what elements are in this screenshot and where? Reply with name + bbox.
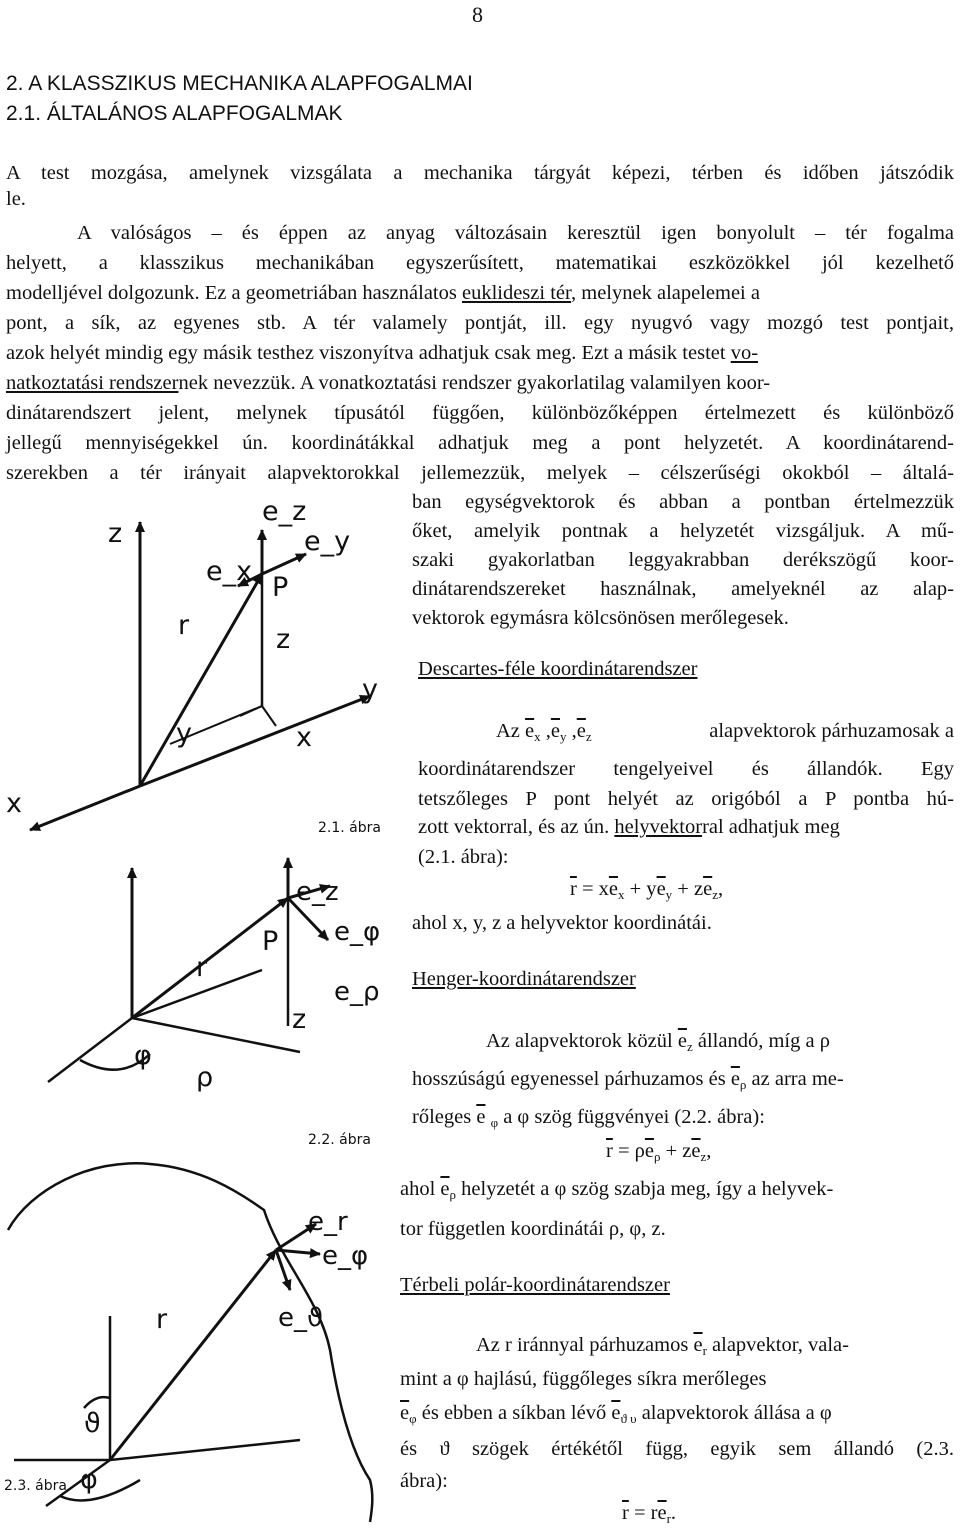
fig3-label: e_r xyxy=(308,1207,348,1237)
fig3-caption: 2.3. ábra xyxy=(4,1478,67,1494)
formula-descartes: $\overline{r} = x\overline{e}_x + y\overline{e}_y + z\overline{e}_z$, xyxy=(570,878,724,902)
fig2-label: e_z xyxy=(296,877,339,907)
term-vonatkoztatasi-rendszer: natkoztatási rendszer xyxy=(6,372,179,394)
fig2-label: e_φ xyxy=(334,917,381,947)
polar-title: Térbeli polár-koordinátarendszer xyxy=(400,1274,670,1296)
paragraph-line: őket, amelyik pontnak a helyzetét vizsgáljuk. A mű- xyxy=(412,520,954,542)
paragraph-line: tetszőleges P pont helyét az origóból a P pontba hú- xyxy=(418,788,954,810)
paragraph-line: pont, a sík, az egyenes stb. A tér valamely pontját, ill. egy nyugvó vagy mozgó test pontjait, xyxy=(6,312,954,334)
paragraph-line: ban egységvektorok és abban a pontban értelmezzük xyxy=(412,491,954,513)
fig1-label: z xyxy=(108,518,123,549)
position-vector-r xyxy=(132,898,288,1018)
paragraph-line: le. xyxy=(6,188,26,210)
paragraph-line: jellegű mennyiségekkel ún. koordinátákkal adhatjuk meg a pont helyzetét. A koordinátarend- xyxy=(6,432,954,454)
paragraph-line: A valóságos – és éppen az anyag változásain keresztül igen bonyolult – tér fogalma xyxy=(77,222,954,244)
paragraph-line: hosszúságú egyenessel párhuzamos és $\overline{e}_\rho$ az arra me- xyxy=(412,1068,844,1092)
fig1-label: r xyxy=(178,610,190,641)
formula-henger: $\overline{r} = \rho\overline{e}_\rho + z\overline{e}_z$, xyxy=(606,1140,712,1164)
paragraph-line: azok helyét mindig egy másik testhez viszonyítva adhatjuk csak meg. Ezt a másik testet vo- xyxy=(6,342,759,364)
paragraph-line: szaki gyakorlatban leggyakrabban derékszögű koor- xyxy=(412,549,954,571)
fig1-label: P xyxy=(272,572,289,603)
fig2-label: e_ρ xyxy=(334,977,380,1007)
paragraph-line: zott vektorral, és az ún. helyvektorral adhatjuk meg xyxy=(418,816,840,838)
fig3-label: ϑ xyxy=(84,1408,101,1439)
angle-phi-arc xyxy=(60,1480,140,1500)
fig1-label: e_z xyxy=(262,496,307,527)
paragraph-line: Az alapvektorok közül $\overline{e}_z$ állandó, míg a ρ xyxy=(486,1030,830,1054)
fig3-label: e_ϑ xyxy=(278,1303,324,1333)
paragraph-line: szerekben a tér irányait alapvektorokkal jellemezzük, melyek – célszerűségi okokból – általá- xyxy=(6,462,954,484)
position-vector-r xyxy=(110,1250,276,1460)
chapter-heading: 2. A KLASSZIKUS MECHANIKA ALAPFOGALMAI xyxy=(6,72,473,95)
paragraph-line: modelljével dolgozunk. Ez a geometriában használatos euklideszi tér, melynek alapelemei a xyxy=(6,282,760,304)
unit-vector-etheta xyxy=(276,1250,290,1290)
figure-2-2 xyxy=(0,850,400,1150)
page-number: 8 xyxy=(472,2,483,27)
formula-polar: $\overline{r} = r\overline{e}_r$. xyxy=(622,1502,677,1526)
fig1-label: y xyxy=(176,718,192,749)
x-axis xyxy=(30,786,140,830)
fig2-label: P xyxy=(262,926,279,957)
term-vonatkoztatasi: vo- xyxy=(730,342,759,364)
descartes-title: Descartes-féle koordinátarendszer xyxy=(418,658,698,680)
paragraph-line: ahol $\overline{e}_\rho$ helyzetét a φ szög szabja meg, így a helyvek- xyxy=(400,1178,834,1202)
link-euklideszi-ter: euklideszi tér xyxy=(461,282,572,304)
fig1-label: e_x xyxy=(206,556,253,587)
paragraph-line: Az r iránnyal párhuzamos $\overline{e}_r$ alapvektor, vala- xyxy=(476,1334,849,1358)
paragraph-line: helyett, a klasszikus mechanikában egyszerűsített, matematikai eszközökkel jól kezelhető xyxy=(6,252,954,274)
fig3-label: e_φ xyxy=(322,1241,369,1271)
paragraph-line: rőleges $\overline{e}$ $_\varphi$ a φ szög függvényei (2.2. ábra): xyxy=(412,1106,765,1130)
henger-title: Henger-koordinátarendszer xyxy=(412,968,636,990)
paragraph-line: mint a φ hajlású, függőleges síkra merőleges xyxy=(400,1368,767,1390)
fig2-label: φ xyxy=(134,1040,152,1071)
position-vector-r xyxy=(140,574,262,786)
figure-2-3 xyxy=(0,1150,400,1525)
fig2-caption: 2.2. ábra xyxy=(308,1132,371,1148)
angle-theta-arc xyxy=(84,1397,110,1408)
fig3-label: r xyxy=(156,1304,168,1335)
paragraph-line: dinátarendszert jelent, melynek típusától függően, különbözőképpen értelmezett és különböző xyxy=(6,402,954,424)
fig1-caption: 2.1. ábra xyxy=(318,820,381,836)
paragraph-line: koordinátarendszer tengelyeivel és állandók. Egy xyxy=(418,758,954,780)
fig2-label: r xyxy=(196,952,208,983)
fig2-label: ρ xyxy=(196,1062,214,1093)
paragraph-line: natkoztatási rendszernek nevezzük. A vonatkoztatási rendszer gyakorlatilag valamilyen koor- xyxy=(6,372,771,394)
fig2-label: z xyxy=(292,1004,307,1035)
paragraph-line: A test mozgása, amelynek vizsgálata a mechanika tárgyát képezi, térben és időben játszódik xyxy=(6,162,954,184)
paragraph-line: ahol x, y, z a helyvektor koordinátái. xyxy=(412,912,712,934)
paragraph-line: Az $\overline{e}_x$ $,\overline{e}_y$ $,\overline{e}_z$ alapvektorok párhuzamosak a xyxy=(496,720,954,744)
fig1-label: z xyxy=(276,624,291,655)
paragraph-line: vektorok egymásra kölcsönösen merőlegesek. xyxy=(412,607,789,629)
fig1-label: y xyxy=(362,674,378,705)
fig1-label: x xyxy=(296,722,312,753)
paragraph-line: $\overline{e}_\varphi$ és ebben a síkban lévő $\overline{e}_{ϑ \upsilon}$ alapvektorok állása a φ xyxy=(400,1402,832,1426)
fig3-label: φ xyxy=(80,1464,98,1495)
paragraph-line: tor független koordinátái ρ, φ, z. xyxy=(400,1218,666,1240)
fig1-label: e_y xyxy=(304,526,351,557)
paragraph-line: dinátarendszereket használnak, amelyeknél az alap- xyxy=(412,578,954,600)
paragraph-line: (2.1. ábra): xyxy=(418,846,509,868)
term-helyvektor: helyvektor xyxy=(614,816,703,838)
unit-vector-ey xyxy=(262,554,306,574)
section-heading: 2.1. ÁLTALÁNOS ALAPFOGALMAK xyxy=(6,102,343,125)
fig1-label: x xyxy=(6,788,22,819)
paragraph-line: és ϑ szögek értékétől függ, egyik sem állandó (2.3. xyxy=(400,1438,954,1460)
paragraph-line: ábra): xyxy=(400,1470,448,1492)
figure-2-1 xyxy=(0,490,400,850)
